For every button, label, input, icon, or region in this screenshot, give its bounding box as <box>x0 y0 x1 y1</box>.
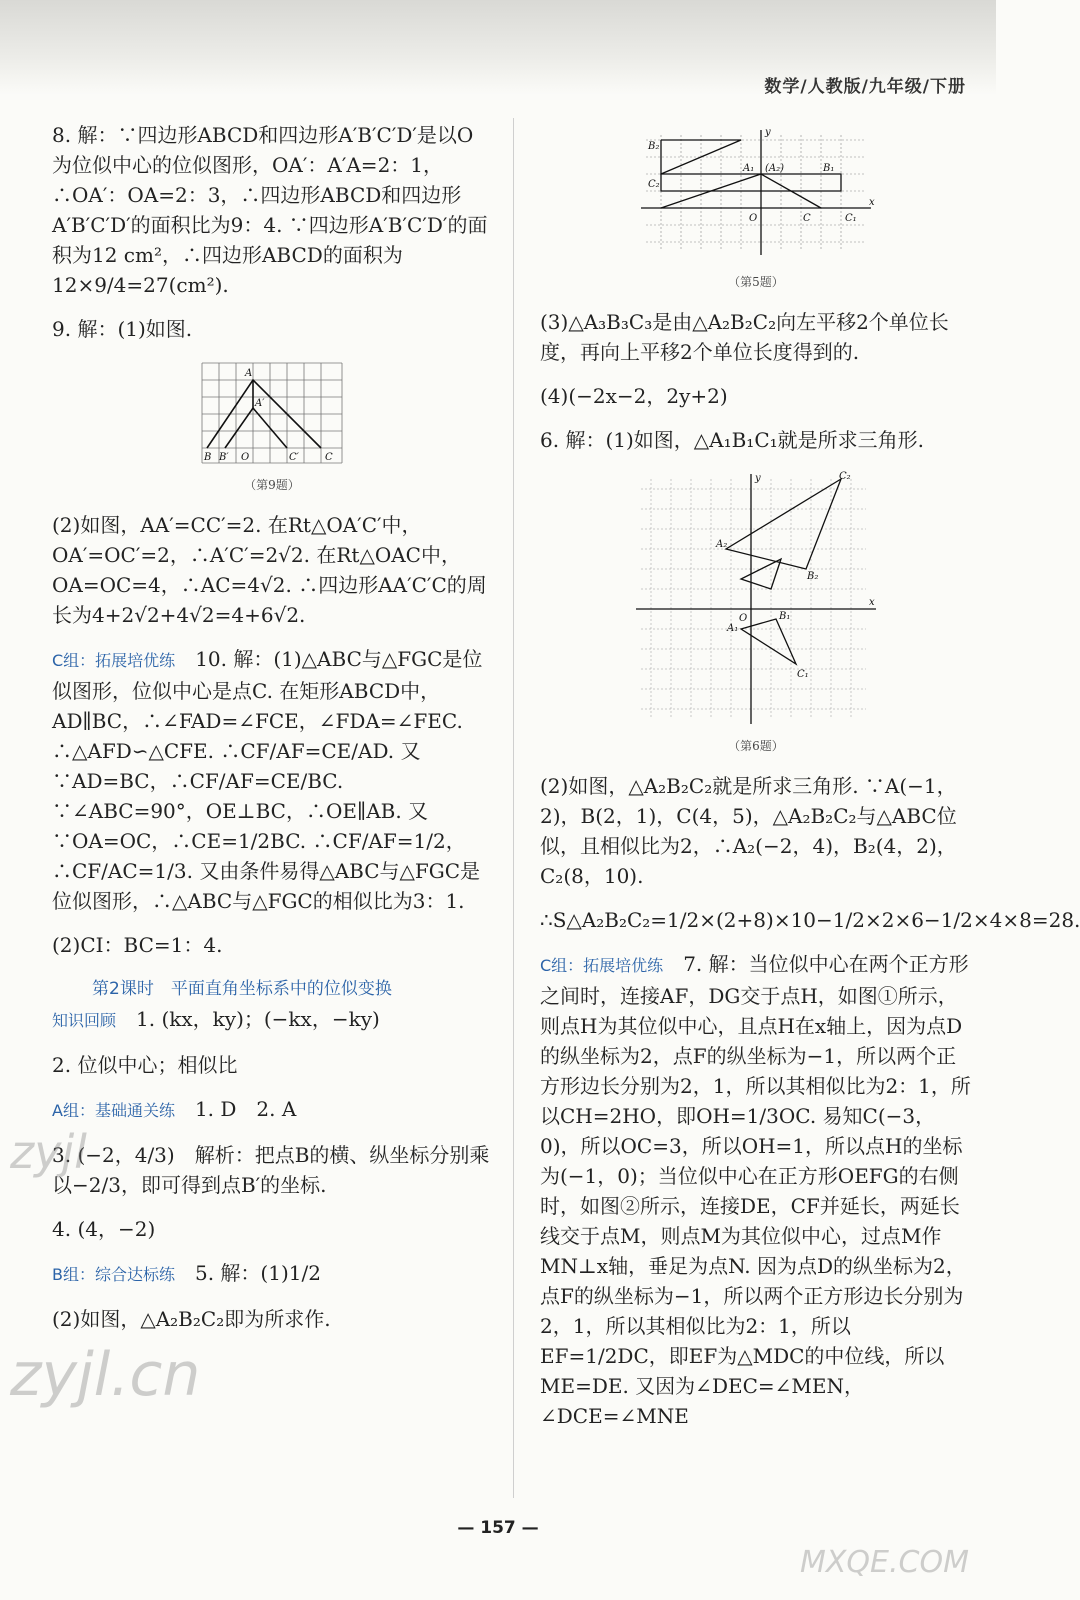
fig5-label-C2: C₂ <box>648 179 660 190</box>
answer-5 <box>52 1258 492 1290</box>
fig6-label-A2: A₂ <box>716 539 728 550</box>
fig9-label-O: O <box>241 452 250 463</box>
fig6-label-O: O <box>739 613 748 624</box>
fig5-label-y: y <box>765 127 771 138</box>
answer-9-part1: 9. 解：(1)如图. <box>52 317 193 341</box>
page-number-value: 157 <box>480 1518 516 1538</box>
figure-6-caption: （第6题） <box>728 739 784 753</box>
fig6-label-B2: B₂ <box>807 571 819 582</box>
figure-9 <box>197 358 347 468</box>
answer-10 <box>52 644 492 916</box>
answer-6-area: ∴S△A₂B₂C₂=1/2×(2+8)×10−1/2×2×6−1/2×4×8=28. <box>540 908 1080 932</box>
fig6-label-C2: C₂ <box>839 471 851 482</box>
answer-3: 3. (−2，4/3) 解析：把点B的横、纵坐标分别乘以−2/3，即可得到点B′的坐标. <box>52 1143 490 1197</box>
answer-7-text: 7. 解：当位似中心在两个正方形之间时，连接AF，DG交于点H，如图①所示，则点H为其位似中心，且点H在x轴上，因为点D的纵坐标为2，点F的纵坐标为−1，所以两个正方形边长分别为2，1，所以其相似比为2：1，所以CH=2HO，即OH=1/3OC. 易知C(−3，0)，所以OC=3，所以OH=1，所以点H的坐标为(−1，0)；当位似中心在正方形OEFG的右侧时，如图②所示，连接DE，CF并延长，两延长线交于点M，则点M为其位似中心，过点M作MN⊥x轴，垂足为点N. 因为点D的纵坐标为2，点F的纵坐标为−1，所以两个正方形边长分别为2，1，所以其相似比为2：1，所以EF=1/2DC，即EF为△MDC的中位线，所以ME=DE. 又因为∠DEC=∠MEN，∠DCE=∠MNE <box>540 952 971 1428</box>
fig5-label-x: x <box>869 197 875 208</box>
page-number: — 157 — <box>457 1518 539 1538</box>
group-a-text: 1. D 2. A <box>194 1097 297 1121</box>
answer-5-part2: (2)如图，△A₂B₂C₂即为所求作. <box>52 1307 331 1331</box>
tag-group-a: A组：基础通关练 <box>52 1101 175 1120</box>
section-title: 第2课时 平面直角坐标系中的位似变换 <box>92 979 392 999</box>
figure-5-caption: （第5题） <box>728 275 784 289</box>
fig5-label-C1: C₁ <box>845 213 857 224</box>
right-column <box>540 125 1080 1445</box>
fig6-label-A1: A₁ <box>727 623 739 634</box>
knowledge-2: 2. 位似中心；相似比 <box>52 1053 238 1077</box>
left-column <box>52 120 492 1348</box>
answer-7 <box>540 949 972 1431</box>
figure-5 <box>631 125 881 265</box>
watermark-left-2: zyjl.cn <box>10 1340 201 1410</box>
answer-6-part2: (2)如图，△A₂B₂C₂就是所求三角形. ∵A(−1，2)，B(2，1)，C(4，5)，△A₂B₂C₂与△ABC位似，且相似比为2，∴A₂(−2，4)，B₂(4，2)，C₂(8，10). <box>540 774 957 888</box>
tag-group-c-right: C组：拓展培优练 <box>540 956 664 975</box>
group-a-answers <box>52 1094 492 1126</box>
fig5-label-C: C <box>803 213 811 224</box>
tag-knowledge: 知识回顾 <box>52 1011 117 1030</box>
answer-9-part2: (2)如图，AA′=CC′=2. 在Rt△OA′C′中，OA′=OC′=2，∴A′C′=2√2. 在Rt△OAC中，OA=OC=4，∴AC=4√2. ∴四边形AA′C′C的周长为4+2√2+4√2=4+6√2. <box>52 513 487 627</box>
fig9-label-A: A <box>245 368 253 379</box>
fig6-label-C1: C₁ <box>797 669 809 680</box>
answer-10-part2: (2)CI：BC=1：4. <box>52 933 223 957</box>
answer-6: 6. 解：(1)如图，△A₁B₁C₁就是所求三角形. <box>540 428 925 452</box>
fig5-label-B2: B₂ <box>648 141 660 152</box>
watermark-right: MXQE.COM <box>800 1545 969 1580</box>
fig6-label-y: y <box>755 473 761 484</box>
fig5-label-A2: (A₂) <box>765 163 785 174</box>
fig6-label-x: x <box>869 597 875 608</box>
answer-5-text: 5. 解：(1)1/2 <box>194 1261 321 1285</box>
fig9-label-Aprime: A′ <box>255 398 265 409</box>
knowledge-1-text: 1. (kx，ky)；(−kx，−ky) <box>136 1007 380 1031</box>
figure-9-caption: （第9题） <box>244 478 300 492</box>
answer-5-part4: (4)(−2x−2，2y+2) <box>540 384 728 408</box>
fig5-label-B1: B₁ <box>823 163 835 174</box>
fig9-label-C: C <box>325 452 333 463</box>
fig9-label-Bprime: B′ <box>219 452 229 463</box>
tag-group-b: B组：综合达标练 <box>52 1265 175 1284</box>
fig9-label-B: B <box>204 452 212 463</box>
tag-group-c: C组：拓展培优练 <box>52 651 176 670</box>
knowledge-1 <box>52 1004 492 1036</box>
fig5-label-O: O <box>749 213 758 224</box>
watermark-left-1: zyjl <box>10 1125 87 1179</box>
fig5-label-A1: A₁ <box>743 163 755 174</box>
page-header: 数学/人教版/九年级/下册 <box>764 77 966 97</box>
column-divider <box>513 118 514 1498</box>
answer-8: 8. 解：∵四边形ABCD和四边形A′B′C′D′是以O为位似中心的位似图形，OA′：A′A=2：1，∴OA′：OA=2：3，∴四边形ABCD和四边形A′B′C′D′的面积比为9：4. ∵四边形A′B′C′D′的面积为12 cm²，∴四边形ABCD的面积为12×9/4=27(cm²). <box>52 123 488 297</box>
answer-5-part3: (3)△A₃B₃C₃是由△A₂B₂C₂向左平移2个单位长度，再向上平移2个单位长度得到的. <box>540 310 949 364</box>
answer-4: 4. (4，−2) <box>52 1217 156 1241</box>
fig6-label-B1: B₁ <box>779 611 791 622</box>
figure-6 <box>631 469 881 729</box>
fig9-label-Cprime: C′ <box>289 452 299 463</box>
answer-10-text: 10. 解：(1)△ABC与△FGC是位似图形，位似中心是点C. 在矩形ABCD中，AD∥BC，∴∠FAD=∠FCE，∠FDA=∠FEC. ∴△AFD∽△CFE. ∴CF/AF=CE/AD. 又∵AD=BC，∴CF/AF=CE/BC. ∵∠ABC=90°，OE⊥BC，∴OE∥AB. 又∵OA=OC，∴CE=1/2BC. ∴CF/AF=1/2，∴CF/AC=1/3. 又由条件易得△ABC与△FGC是位似图形，∴△ABC与△FGC的相似比为3：1. <box>52 647 483 913</box>
